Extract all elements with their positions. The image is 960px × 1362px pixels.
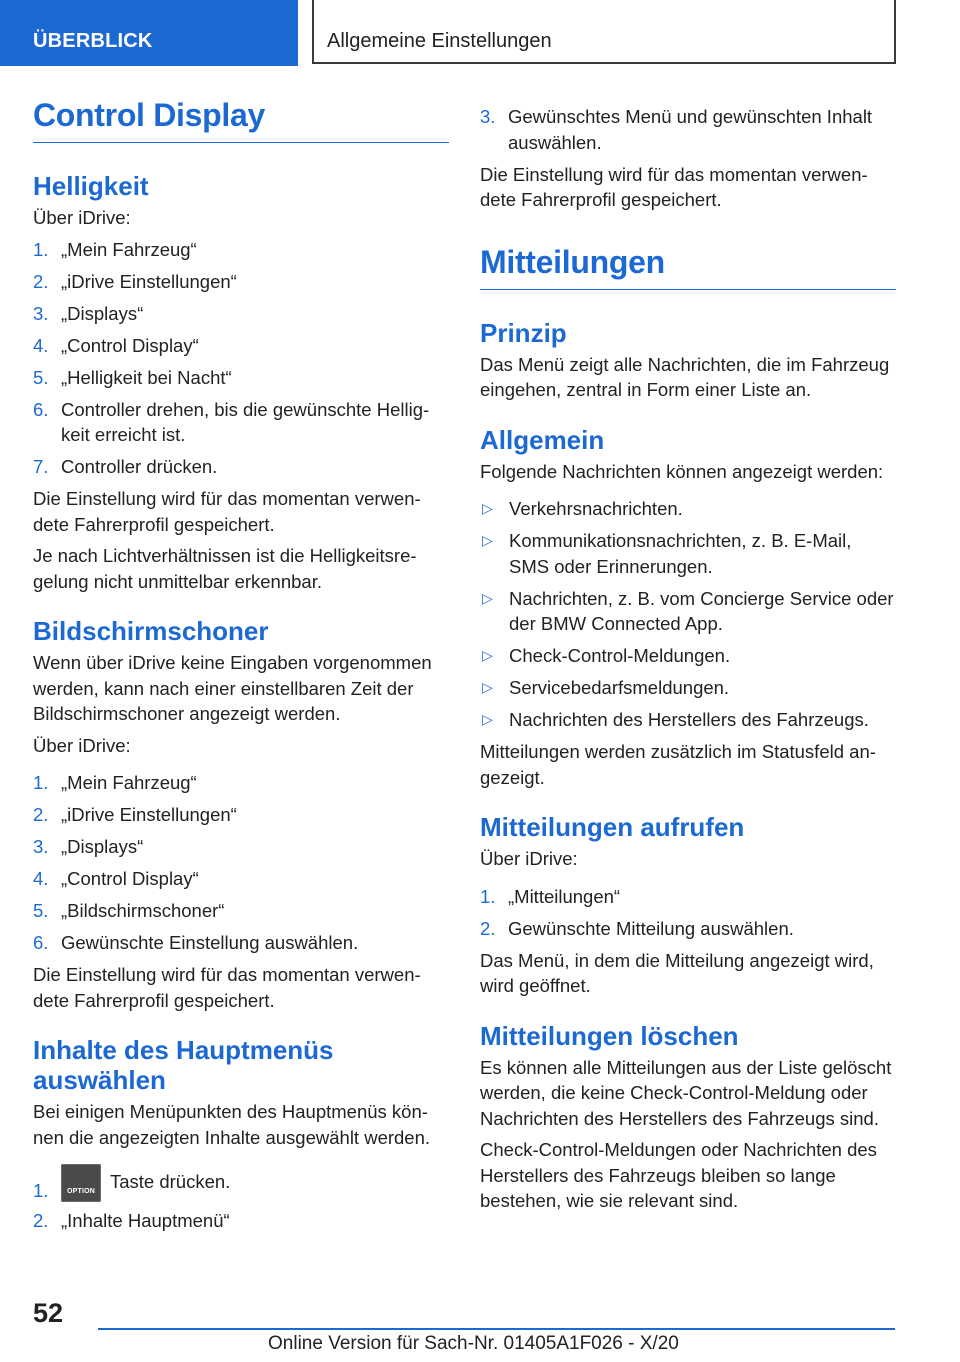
step-text: Taste drücken. (110, 1171, 231, 1192)
option-icon-label: OPTION (66, 1188, 96, 1195)
desc-text: Wenn über iDrive keine Eingaben vorgenommen werden, kann nach einer einstellbaren Zeit der Bildschirmschoner angezeigt werden. (33, 652, 432, 724)
note-text: Das Menü, in dem die Mitteilung angezeigt wird, wird geöffnet. (480, 949, 874, 996)
step-text: „Displays“ (61, 302, 144, 324)
intro-text: Über iDrive: (33, 207, 131, 228)
triangle-bullet-icon: ▷ (482, 532, 493, 548)
section-title-messages: Mitteilungen (480, 243, 896, 290)
step-item (33, 237, 449, 263)
continued-steps (480, 104, 896, 155)
step-text: „Helligkeit bei Nacht“ (61, 366, 232, 388)
list-item-text: Servicebedarfsmeldungen. (509, 677, 730, 698)
intro-text: Über iDrive: (480, 848, 578, 869)
outro-text: Mitteilungen werden zusätzlich im Statusfeld angezeigt. (480, 741, 876, 788)
brightness-steps (33, 237, 449, 480)
step-item (480, 884, 896, 910)
step-number: 1. (33, 1180, 49, 1201)
triangle-bullet-icon: ▷ (482, 647, 493, 663)
step-number: 1. (480, 885, 496, 907)
step-number: 2. (480, 917, 496, 939)
step-number: 2. (33, 270, 49, 292)
step-number: 1. (33, 772, 49, 793)
screensaver-steps (33, 770, 449, 956)
note-text: Die Einstellung wird für das momentan verwendete Fahrerprofil gespeichert. (480, 163, 868, 210)
intro-text: Folgende Nachrichten können angezeigt werden: (480, 460, 884, 482)
triangle-bullet-icon: ▷ (482, 500, 493, 516)
principle-text: Das Menü zeigt alle Nachrichten, die im Fahrzeug eingehen, zentral in Form einer Liste an. (480, 353, 890, 400)
step-number: 3. (480, 106, 496, 127)
step-item (33, 269, 449, 295)
list-item-text: Check-Control-Meldungen. (509, 645, 731, 666)
message-types-list (480, 496, 896, 733)
heading-main-menu: Inhalte des Hauptmenüs auswählen (33, 1035, 334, 1095)
triangle-bullet-icon: ▷ (482, 589, 493, 606)
footer-text: Online Version für Sach-Nr. 01405A1F026 - X/20 (268, 1333, 679, 1354)
right-column (480, 104, 896, 1220)
step-text: „iDrive Einstellungen“ (61, 804, 237, 825)
list-item (480, 496, 896, 522)
step-text: „Control Display“ (61, 334, 199, 356)
step-number: 6. (33, 932, 49, 953)
step-text: „Control Display“ (61, 868, 199, 889)
step-number: 3. (33, 302, 49, 324)
step-number: 4. (33, 334, 49, 356)
step-item (480, 916, 896, 942)
note-text: Die Einstellung wird für das momentan verwendete Fahrerprofil gespeichert. (33, 964, 421, 1011)
step-text: „iDrive Einstellungen“ (61, 270, 237, 292)
step-item (33, 365, 449, 391)
list-item-text: Kommunikationsnachrichten, z. B. E-Mail, SMS oder Erinnerungen. (509, 530, 852, 577)
step-number: 5. (33, 900, 49, 921)
step-item (33, 770, 449, 796)
step-item (33, 333, 449, 359)
step-item (33, 301, 449, 327)
step-item (33, 454, 449, 480)
step-text: „Mein Fahrzeug“ (61, 238, 197, 260)
list-item-text: Nachrichten des Herstellers des Fahrzeugs. (509, 709, 869, 730)
step-number: 6. (33, 398, 49, 420)
step-text: „Displays“ (61, 836, 144, 857)
desc-text: Bei einigen Menüpunkten des Hauptmenüs können die angezeigten Inhalte ausgewählt werden. (33, 1101, 431, 1148)
step-item (33, 834, 449, 860)
main-menu-steps (33, 1164, 449, 1234)
triangle-bullet-icon: ▷ (482, 679, 493, 695)
list-item-text: Nachrichten, z. B. vom Concierge Service oder der BMW Connected App. (509, 587, 894, 634)
step-text: Controller drücken. (61, 456, 218, 477)
left-column (33, 96, 449, 1240)
heading-screensaver: Bildschirmschoner (33, 616, 269, 646)
step-item (33, 898, 449, 924)
step-text: Gewünschte Mitteilung auswählen. (508, 917, 794, 939)
list-item (480, 528, 896, 579)
step-text: „Inhalte Hauptmenü“ (61, 1210, 230, 1231)
step-number: 4. (33, 868, 49, 889)
heading-delete-messages: Mitteilungen löschen (480, 1020, 739, 1051)
step-text: „Mitteilungen“ (508, 885, 621, 907)
step-item (480, 104, 896, 155)
step-number: 2. (33, 804, 49, 825)
step-text: „Mein Fahrzeug“ (61, 772, 197, 793)
step-text: „Bildschirmschoner“ (61, 900, 225, 921)
list-item (480, 643, 896, 669)
step-item (33, 802, 449, 828)
heading-general: Allgemein (480, 424, 605, 455)
step-item (33, 1208, 449, 1234)
page-header (0, 0, 960, 66)
section-title-control-display: Control Display (33, 96, 449, 143)
heading-open-messages: Mitteilungen aufrufen (480, 812, 745, 842)
heading-principle: Prinzip (480, 317, 567, 348)
intro-text: Über iDrive: (33, 734, 131, 756)
step-item (33, 866, 449, 892)
note-text: Die Einstellung wird für das momentan verwendete Fahrerprofil gespeichert. (33, 488, 421, 535)
section-tab: ÜBERBLICK (0, 0, 298, 66)
step-number: 7. (33, 456, 49, 477)
step-text: Gewünschte Einstellung auswählen. (61, 932, 359, 953)
step-text: Controller drehen, bis die gewünschte Helligkeit erreicht ist. (61, 398, 430, 445)
chapter-title: Allgemeine Einstellungen (312, 0, 896, 64)
footer-divider (98, 1328, 895, 1330)
step-text: Gewünschtes Menü und gewünschten Inhalt auswählen. (508, 106, 873, 153)
list-item-text: Verkehrsnachrichten. (509, 498, 683, 519)
delete-text: Check-Control-Meldungen oder Nachrichten des Herstellers des Fahrzeugs bleiben so lange bestehen, wie sie relevant sind. (480, 1139, 877, 1211)
step-number: 5. (33, 366, 49, 388)
page-number: 52 (33, 1298, 64, 1328)
step-number: 2. (33, 1210, 49, 1231)
delete-text: Es können alle Mitteilungen aus der Liste gelöscht werden, die keine Check-Control-Meldung oder Nachrichten des Herstellers des Fahrzeugs sind. (480, 1056, 892, 1129)
list-item (480, 707, 896, 733)
open-messages-steps (480, 884, 896, 942)
list-item (480, 675, 896, 701)
step-item (33, 1164, 449, 1202)
step-item (33, 397, 449, 448)
triangle-bullet-icon: ▷ (482, 711, 493, 727)
heading-brightness: Helligkeit (33, 171, 149, 201)
note-text: Je nach Lichtverhältnissen ist die Helligkeitsregelung nicht unmittelbar erkennbar. (33, 545, 417, 592)
option-button-icon (61, 1164, 101, 1202)
step-item (33, 930, 449, 956)
step-number: 3. (33, 836, 49, 857)
step-number: 1. (33, 238, 49, 260)
list-item (480, 586, 896, 637)
